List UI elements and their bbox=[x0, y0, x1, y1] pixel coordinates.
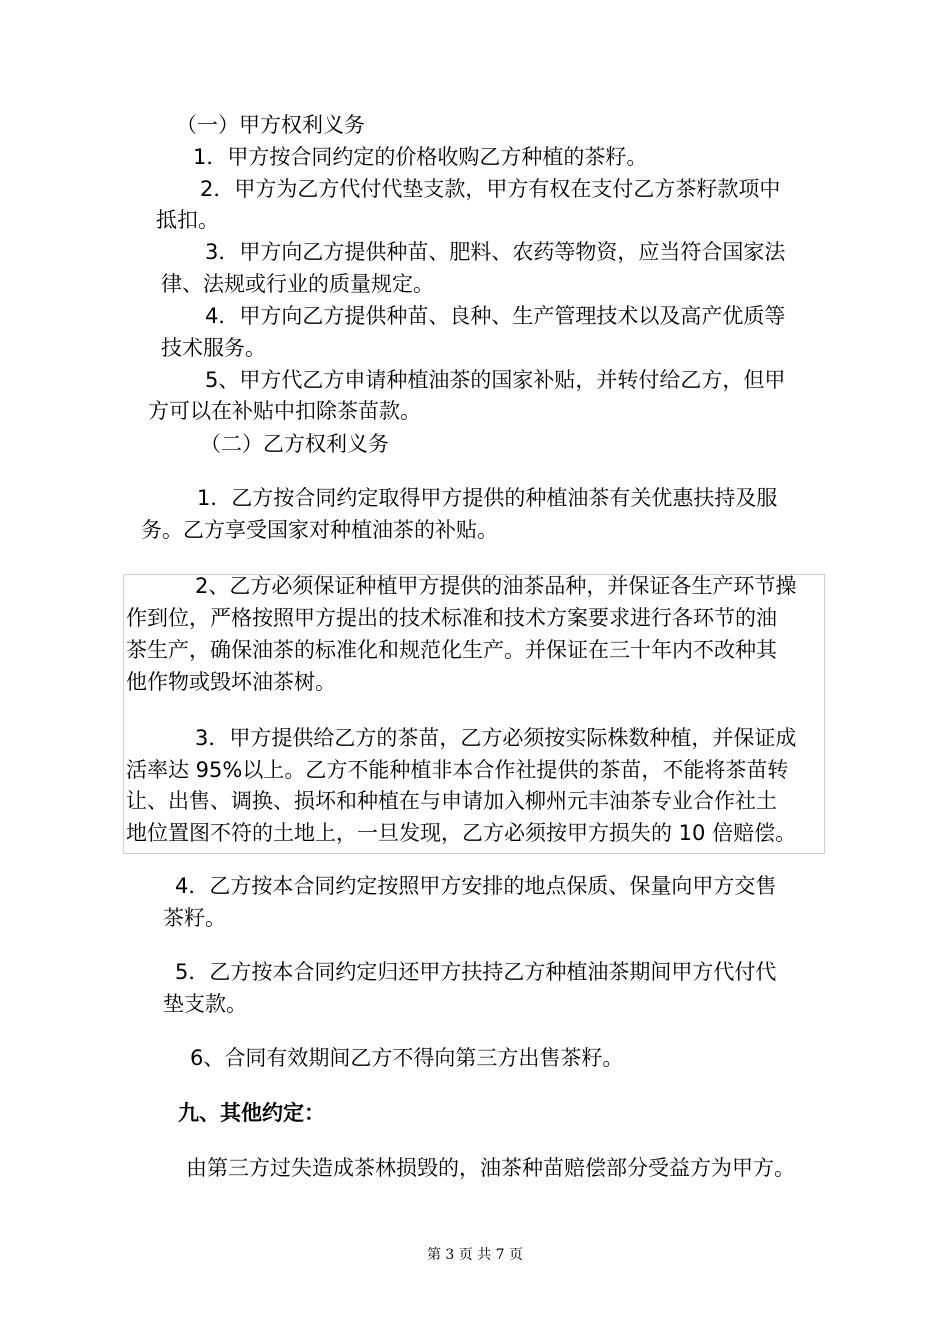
paragraph-line: 1．乙方按合同约定取得甲方提供的种植油茶有关优惠扶持及服 bbox=[197, 486, 778, 510]
paragraph-line: 4．甲方向乙方提供种苗、良种、生产管理技术以及高产优质等 bbox=[205, 304, 786, 328]
paragraph-line: 茶生产，确保油茶的标准化和规范化生产。并保证在三十年内不改种其 bbox=[126, 638, 777, 662]
paragraph-line: 作到位，严格按照甲方提出的技术标准和技术方案要求进行各环节的油 bbox=[126, 606, 777, 630]
paragraph-line: 律、法规或行业的质量规定。 bbox=[161, 272, 434, 296]
paragraph-line: 抵扣。 bbox=[156, 208, 219, 232]
paragraph-line: 他作物或毁坏油茶树。 bbox=[126, 670, 336, 694]
paragraph-line: 技术服务。 bbox=[161, 336, 266, 360]
paragraph-line: 5、甲方代乙方申请种植油茶的国家补贴，并转付给乙方，但甲 bbox=[205, 368, 786, 392]
section-heading-party-a: （一）甲方权利义务 bbox=[176, 113, 365, 137]
paragraph-line: 2、乙方必须保证种植甲方提供的油茶品种，并保证各生产环节操 bbox=[195, 574, 797, 598]
paragraph-line: 2．甲方为乙方代付代垫支款，甲方有权在支付乙方茶籽款项中 bbox=[200, 177, 781, 201]
paragraph-line: 地位置图不符的土地上，一旦发现，乙方必须按甲方损失的 10 倍赔偿。 bbox=[126, 821, 797, 845]
section-heading-party-b: （二）乙方权利义务 bbox=[200, 432, 389, 456]
paragraph-line: 活率达 95%以上。乙方不能种植非本合作社提供的茶苗，不能将茶苗转 bbox=[126, 758, 789, 782]
paragraph-line: 3．甲方提供给乙方的茶苗，乙方必须按实际株数种植，并保证成 bbox=[195, 726, 797, 750]
paragraph-line: 5．乙方按本合同约定归还甲方扶持乙方种植油茶期间甲方代付代 bbox=[175, 960, 777, 984]
page-number-footer: 第 3 页 共 7 页 bbox=[426, 1247, 524, 1263]
paragraph-line: 1．甲方按合同约定的价格收购乙方种植的茶籽。 bbox=[193, 145, 648, 169]
paragraph-line: 3．甲方向乙方提供种苗、肥料、农药等物资，应当符合国家法 bbox=[205, 240, 786, 264]
paragraph-line: 垫支款。 bbox=[163, 992, 247, 1016]
paragraph-line: 茶籽。 bbox=[163, 906, 226, 930]
paragraph-line: 务。乙方享受国家对种植油茶的补贴。 bbox=[141, 518, 498, 542]
paragraph-line: 6、合同有效期间乙方不得向第三方出售茶籽。 bbox=[190, 1046, 624, 1070]
paragraph-line: 方可以在补贴中扣除茶苗款。 bbox=[148, 399, 421, 423]
section-heading-other-terms: 九、其他约定： bbox=[178, 1101, 325, 1125]
paragraph-line: 由第三方过失造成茶林损毁的，油茶种苗赔偿部分受益方为甲方。 bbox=[186, 1156, 795, 1180]
paragraph-line: 4．乙方按本合同约定按照甲方安排的地点保质、保量向甲方交售 bbox=[175, 874, 777, 898]
paragraph-line: 让、出售、调换、损坏和种植在与申请加入柳州元丰油茶专业合作社土 bbox=[126, 789, 777, 813]
